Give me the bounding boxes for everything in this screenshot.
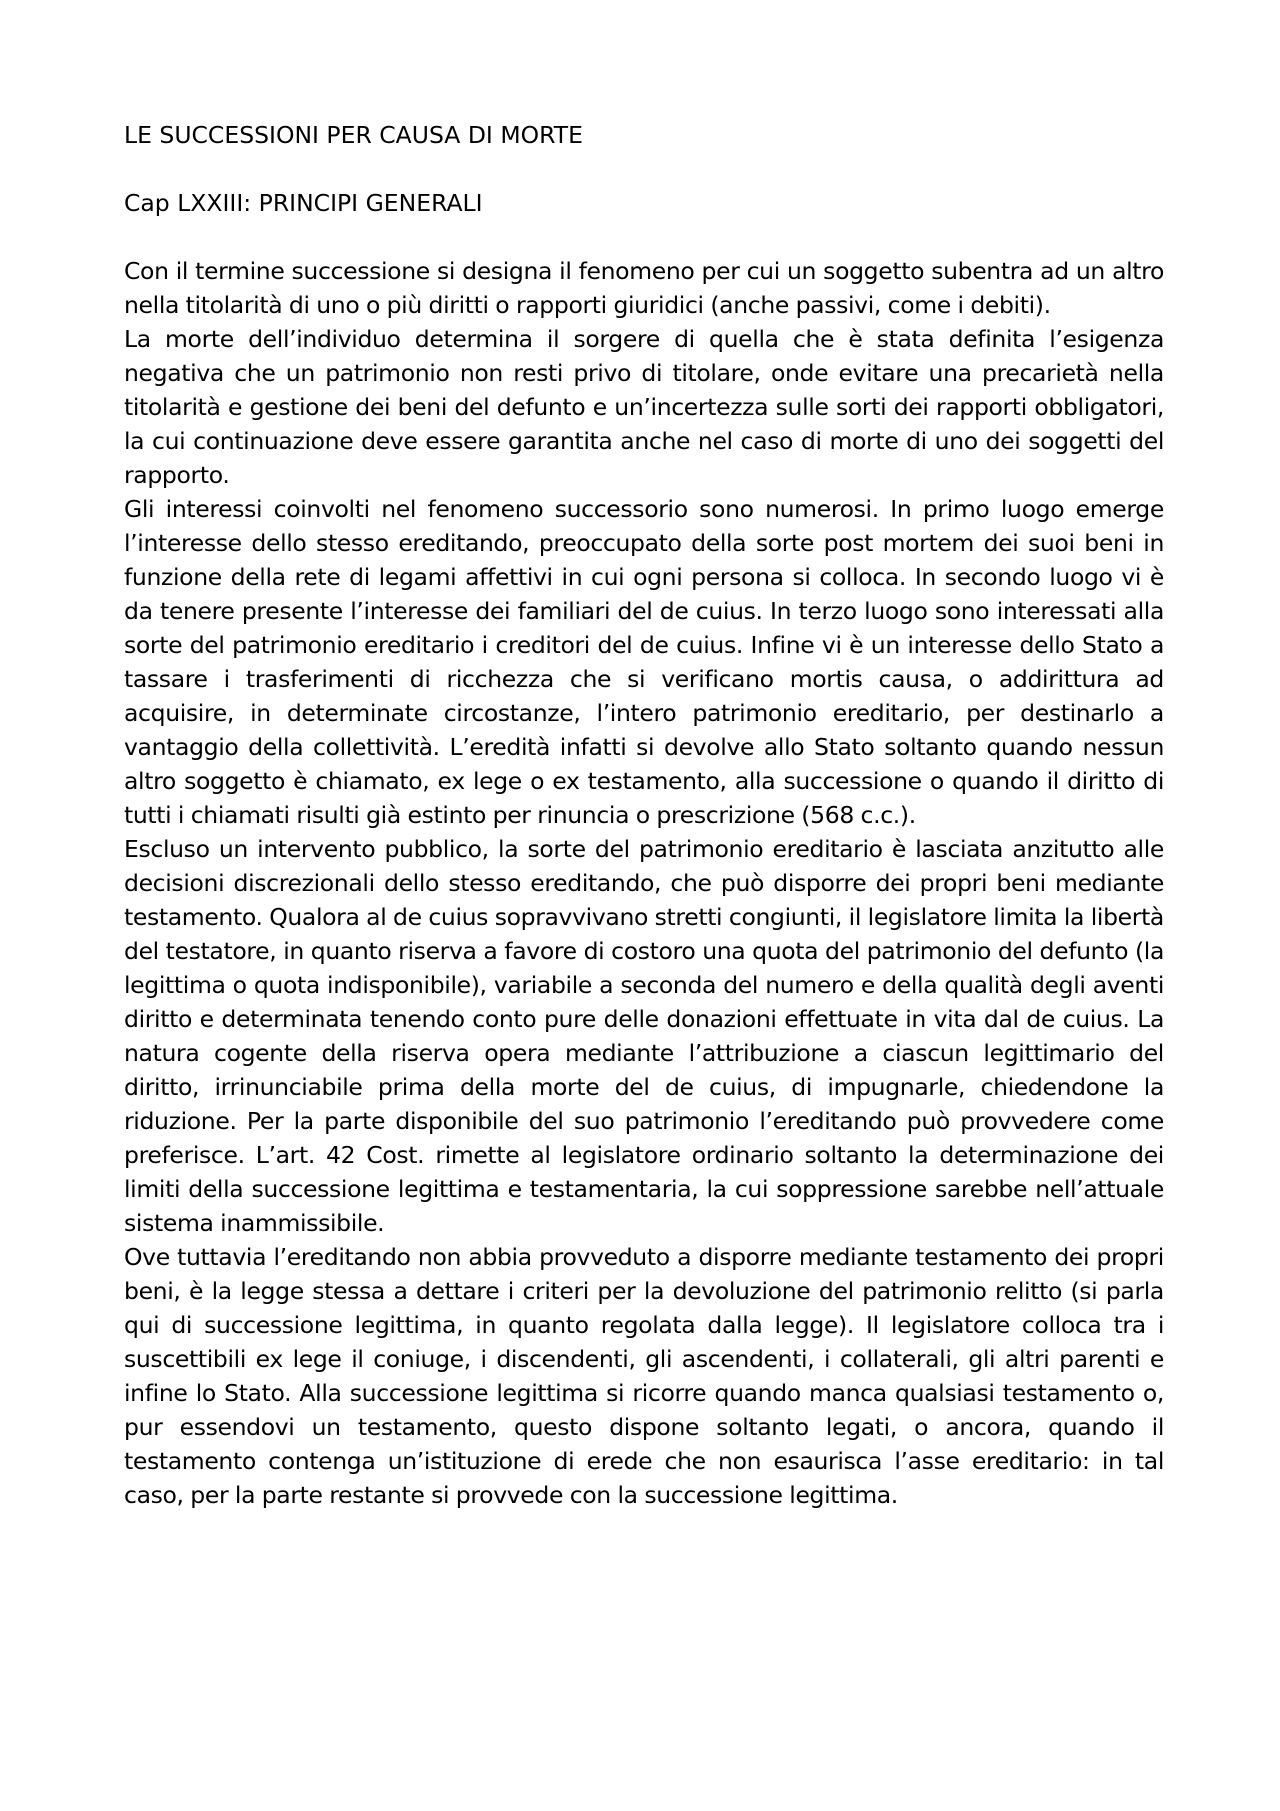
paragraph-testament: Escluso un intervento pubblico, la sorte del patrimonio ereditario è lasciata anzitutto alle decisioni discrezionali dello stesso ereditando, che può disporre dei propri beni mediante testamento. Qualora al de cuius sopravvivano stretti congiunti, il legislatore limita la libertà del testatore, in quanto riserva a favore di costoro una quota del patrimonio del defunto (la legittima o quota indisponibile), variabile a seconda del numero e della qualità degli aventi diritto e determinata tenendo conto pure delle donazioni effettuate in vita dal de cuius. La natura cogente della riserva opera mediante l’attribuzione a ciascun legittimario del diritto, irrinunciabile prima della morte del de cuius, di impugnarle, chiedendone la riduzione. Per la parte disponibile del suo patrimonio l’ereditando può provvedere come preferisce. L’art. 42 Cost. rimette al legislatore ordinario soltanto la determinazione dei limiti della successione legittima e testamentaria, la cui soppressione sarebbe nell’attuale sistema inammissibile. bbox=[124, 835, 1164, 1237]
paragraph-legitimate-succession: Ove tuttavia l’ereditando non abbia provveduto a disporre mediante testamento dei propri beni, è la legge stessa a dettare i criteri per la devoluzione del patrimonio relitto (si parla qui di successione legittima, in quanto regolata dalla legge). Il legislatore colloca tra i suscettibili ex lege il coniuge, i discendenti, gli ascendenti, i collaterali, gli altri parenti e infine lo Stato. Alla successione legittima si ricorre quando manca qualsiasi testamento o, pur essendovi un testamento, questo dispone soltanto legati, o ancora, quando il testamento contenga un’istituzione di erede che non esaurisca l’asse ereditario: in tal caso, per la parte restante si provvede con la successione legittima. bbox=[124, 1243, 1164, 1509]
paragraph-interests: Gli interessi coinvolti nel fenomeno successorio sono numerosi. In primo luogo emerge l’interesse dello stesso ereditando, preoccupato della sorte post mortem dei suoi beni in funzione della rete di legami affettivi in cui ogni persona si colloca. In secondo luogo vi è da tenere presente l’interesse dei familiari del de cuius. In terzo luogo sono interessati alla sorte del patrimonio ereditario i creditori del de cuius. Infine vi è un interesse dello Stato a tassare i trasferimenti di ricchezza che si verificano mortis causa, o addirittura ad acquisire, in determinate circostanze, l’intero patrimonio ereditario, per destinarlo a vantaggio della collettività. L’eredità infatti si devolve allo Stato soltanto quando nessun altro soggetto è chiamato, ex lege o ex testamento, alla successione o quando il diritto di tutti i chiamati risulti già estinto per rinuncia o prescrizione (568 c.c.). bbox=[124, 495, 1164, 829]
chapter-title: Cap LXXIII: PRINCIPI GENERALI bbox=[124, 189, 483, 217]
paragraph-definition: Con il termine successione si designa il fenomeno per cui un soggetto subentra ad un altro nella titolarità di uno o più diritti o rapporti giuridici (anche passivi, come i debiti). bbox=[124, 257, 1164, 319]
document-page bbox=[124, 118, 1164, 1512]
document-title: LE SUCCESSIONI PER CAUSA DI MORTE bbox=[124, 121, 583, 149]
paragraph-death-effect: La morte dell’individuo determina il sorgere di quella che è stata definita l’esigenza negativa che un patrimonio non resti privo di titolare, onde evitare una precarietà nella titolarità e gestione dei beni del defunto e un’incertezza sulle sorti dei rapporti obbligatori, la cui continuazione deve essere garantita anche nel caso di morte di uno dei soggetti del rapporto. bbox=[124, 325, 1164, 489]
